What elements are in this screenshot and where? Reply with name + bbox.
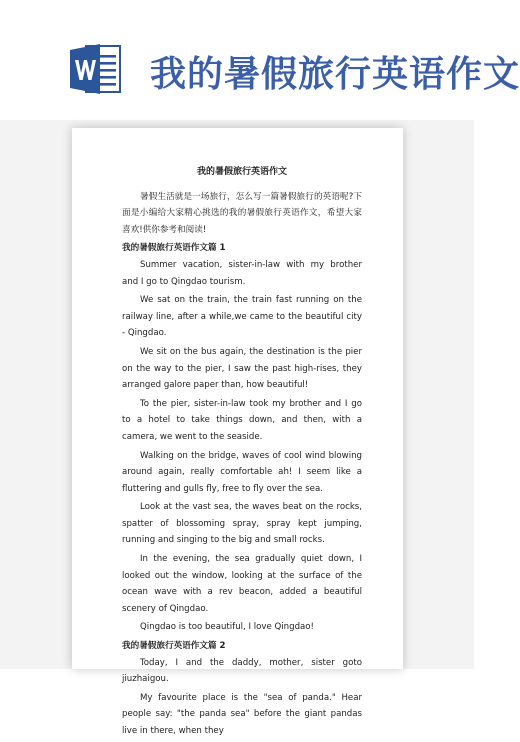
paragraph: We sat on the train, the train fast running on the railway line, after a while,we came to the beautiful city - Qingdao. [122,295,362,339]
document-title: 我的暑假旅行英语作文 [196,167,287,177]
document-body [122,164,362,742]
paragraph: My favourite place is the "sea of panda." Hear people say: "the panda sea" before the giant pandas live in there, when they [122,692,362,736]
paragraph: Qingdao is too beautiful, I love Qingdao! [140,622,315,633]
section-heading-2: 我的暑假旅行英语作文篇 2 [122,641,226,652]
banner-title: 我的暑假旅行英语作文 [150,53,520,95]
document-page[interactable] [72,128,403,736]
paragraph: Look at the vast sea, the waves beat on the rocks, spatter of blossoming spray, spray kept jumping, running and singing to the big and small rocks. [122,502,362,546]
section-heading-1: 我的暑假旅行英语作文篇 1 [122,243,226,254]
word-icon [68,40,124,98]
paragraph: We sit on the bus again, the destination is the pier on the way to the pier, I saw the past high-rises, they arranged galore paper than, how beautiful! [122,346,362,391]
intro-paragraph: 暑假生活就是一场旅行，怎么写一篇暑假旅行的英语呢?下面是小编给大家精心挑选的我的暑假旅行英语作文，希望大家喜欢!供你参考和阅读! [122,191,362,235]
paragraph: Summer vacation, sister-in-law with my brother and I go to Qingdao tourism. [122,259,362,287]
paragraph: Today, I and the daddy, mother, sister goto jiuzhaigou. [122,657,362,685]
paragraph: In the evening, the sea gradually quiet down, I looked out the window, looking at the surface of the ocean wave with a rev beacon, added a beautiful scenery of Qingdao. [122,554,362,614]
paragraph: To the pier, sister-in-law took my brother and I go to a hotel to take things down, and then, with a camera, we went to the seaside. [122,398,362,442]
banner [0,0,520,120]
paragraph: Walking on the bridge, waves of cool wind blowing around again, really comfortable ah! I seem like a fluttering and gulls fly, free to fly over the sea. [122,450,362,494]
